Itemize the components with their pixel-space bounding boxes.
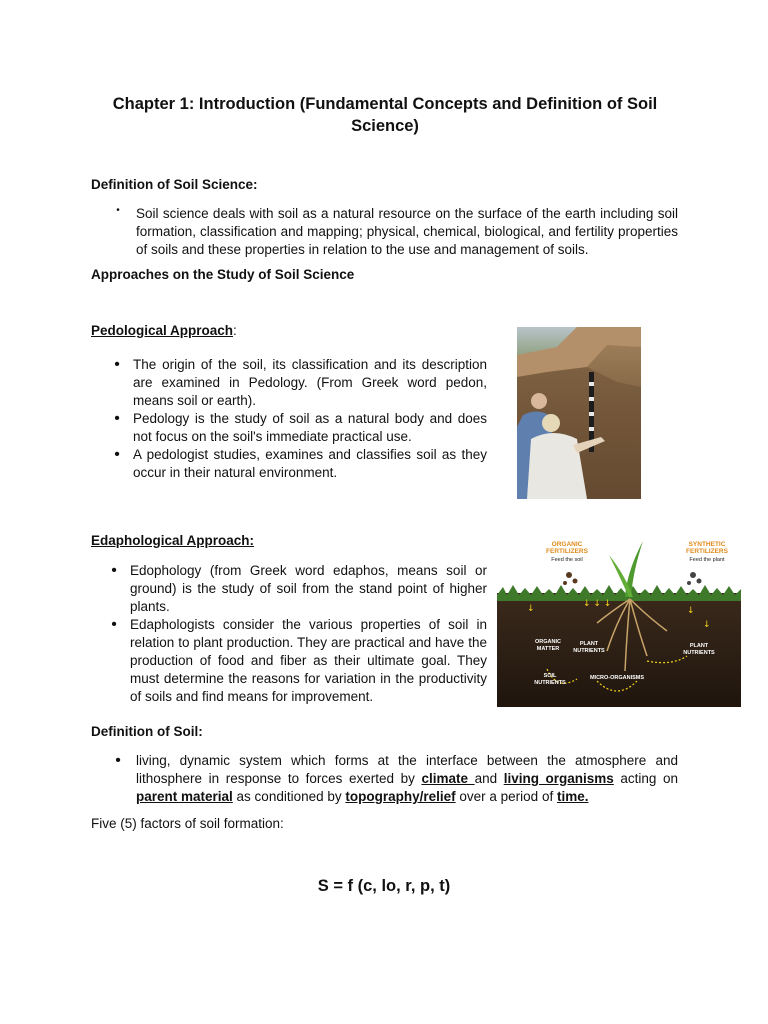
def-soil-list xyxy=(115,752,678,806)
synthetic-sub-label: Feed the plant xyxy=(689,557,725,563)
soil-formation-formula: S = f (c, lo, r, p, t) xyxy=(317,877,451,895)
list-item xyxy=(114,410,487,446)
bullet-icon: • xyxy=(111,562,117,579)
organic-fertilizers-label: ORGANIC FERTILIZERS xyxy=(546,541,588,555)
def-soil-text xyxy=(136,752,678,806)
pedological-bullet-2: Pedology is the study of soil as a natural body and does not focus on the soil's immediate practical use. xyxy=(133,411,487,444)
def-soil-science-text: Soil science deals with soil as a natural resource on the surface of the earth including soil formation, classification and mapping; physical, chemical, biological, and fertility properties of soils and these properties in relation to the use and management of soils. xyxy=(136,206,678,257)
term-living-organisms: living organisms xyxy=(503,771,614,786)
soil-profile-photo xyxy=(517,327,641,499)
synthetic-fertilizers-label: SYNTHETIC FERTILIZERS xyxy=(686,541,728,555)
micro-organisms-label: MICRO-ORGANISMS xyxy=(589,675,645,681)
bullet-icon: • xyxy=(115,752,121,769)
list-item xyxy=(114,356,487,410)
bullet-icon: • xyxy=(114,410,120,427)
edaphological-bullet-1: Edophology (from Greek word edaphos, means soil or ground) is the study of soil from the stand point of higher plants. xyxy=(130,563,487,614)
def-soil-text-part: acting on xyxy=(613,771,678,786)
soil-profile-illustration xyxy=(517,327,641,499)
bullet-icon: • xyxy=(114,446,120,463)
fertilizer-diagram xyxy=(497,531,741,707)
pedological-list xyxy=(114,356,487,482)
list-item xyxy=(115,752,678,806)
approaches-heading: Approaches on the Study of Soil Science xyxy=(91,267,355,282)
page-title: Chapter 1: Introduction (Fundamental Concepts and Definition of Soil Science) xyxy=(112,95,658,135)
svg-text:↓: ↓ xyxy=(703,620,711,630)
bullet-icon: • xyxy=(111,616,117,633)
svg-text:↓: ↓ xyxy=(687,606,695,616)
def-soil-text-part: living, dynamic system which forms at the interface between the atmosphere and lithosphere in response to forces exerted by xyxy=(136,753,678,786)
plant-nutrients-label-2: PLANT NUTRIENTS xyxy=(683,643,715,656)
pedological-heading xyxy=(91,323,237,338)
plant-nutrients-label-1: PLANT NUTRIENTS xyxy=(573,641,605,654)
pedological-colon: : xyxy=(233,323,237,338)
list-item xyxy=(111,616,487,706)
bullet-icon: • xyxy=(116,205,120,216)
edaphological-list xyxy=(111,562,487,706)
def-soil-science-list xyxy=(116,205,678,259)
edaphological-heading-text: Edaphological Approach: xyxy=(91,533,255,548)
pedological-heading-text: Pedological Approach xyxy=(91,323,234,338)
list-item xyxy=(114,446,487,482)
svg-text:↓ ↓ ↓: ↓ ↓ ↓ xyxy=(583,599,612,609)
five-factors-text: Five (5) factors of soil formation: xyxy=(91,816,284,831)
term-topography-relief: topography/relief xyxy=(345,789,456,804)
svg-text:↓: ↓ xyxy=(527,604,535,614)
pedological-bullet-3: A pedologist studies, examines and classifies soil as they occur in their natural environment. xyxy=(133,447,487,480)
def-soil-science-heading: Definition of Soil Science: xyxy=(91,177,258,192)
organic-matter-label: ORGANIC MATTER xyxy=(535,639,561,652)
edaphological-bullet-2: Edaphologists consider the various properties of soil in relation to plant production. They are practical and have the production of food and fiber as their ultimate goal. They must determine the reasons for variation in the productivity of soils and find means for improvement. xyxy=(130,617,487,704)
def-soil-heading: Definition of Soil: xyxy=(91,724,203,739)
def-soil-text-part: over a period of xyxy=(455,789,557,804)
def-soil-text-part: and xyxy=(474,771,504,786)
soil-nutrients-label: SOIL NUTRIENTS xyxy=(534,673,566,686)
term-parent-material: parent material xyxy=(136,789,233,804)
term-time: time. xyxy=(556,789,589,804)
list-item xyxy=(111,562,487,616)
list-item xyxy=(116,205,678,259)
edaphological-heading xyxy=(91,533,254,548)
pedological-bullet-1: The origin of the soil, its classification and its description are examined in Pedology. (From Greek word pedon, means soil or earth). xyxy=(133,357,487,408)
term-climate: climate xyxy=(421,771,475,786)
organic-sub-label: Feed the soil xyxy=(551,557,583,563)
def-soil-text-part: as conditioned by xyxy=(232,789,346,804)
bullet-icon: • xyxy=(114,356,120,373)
